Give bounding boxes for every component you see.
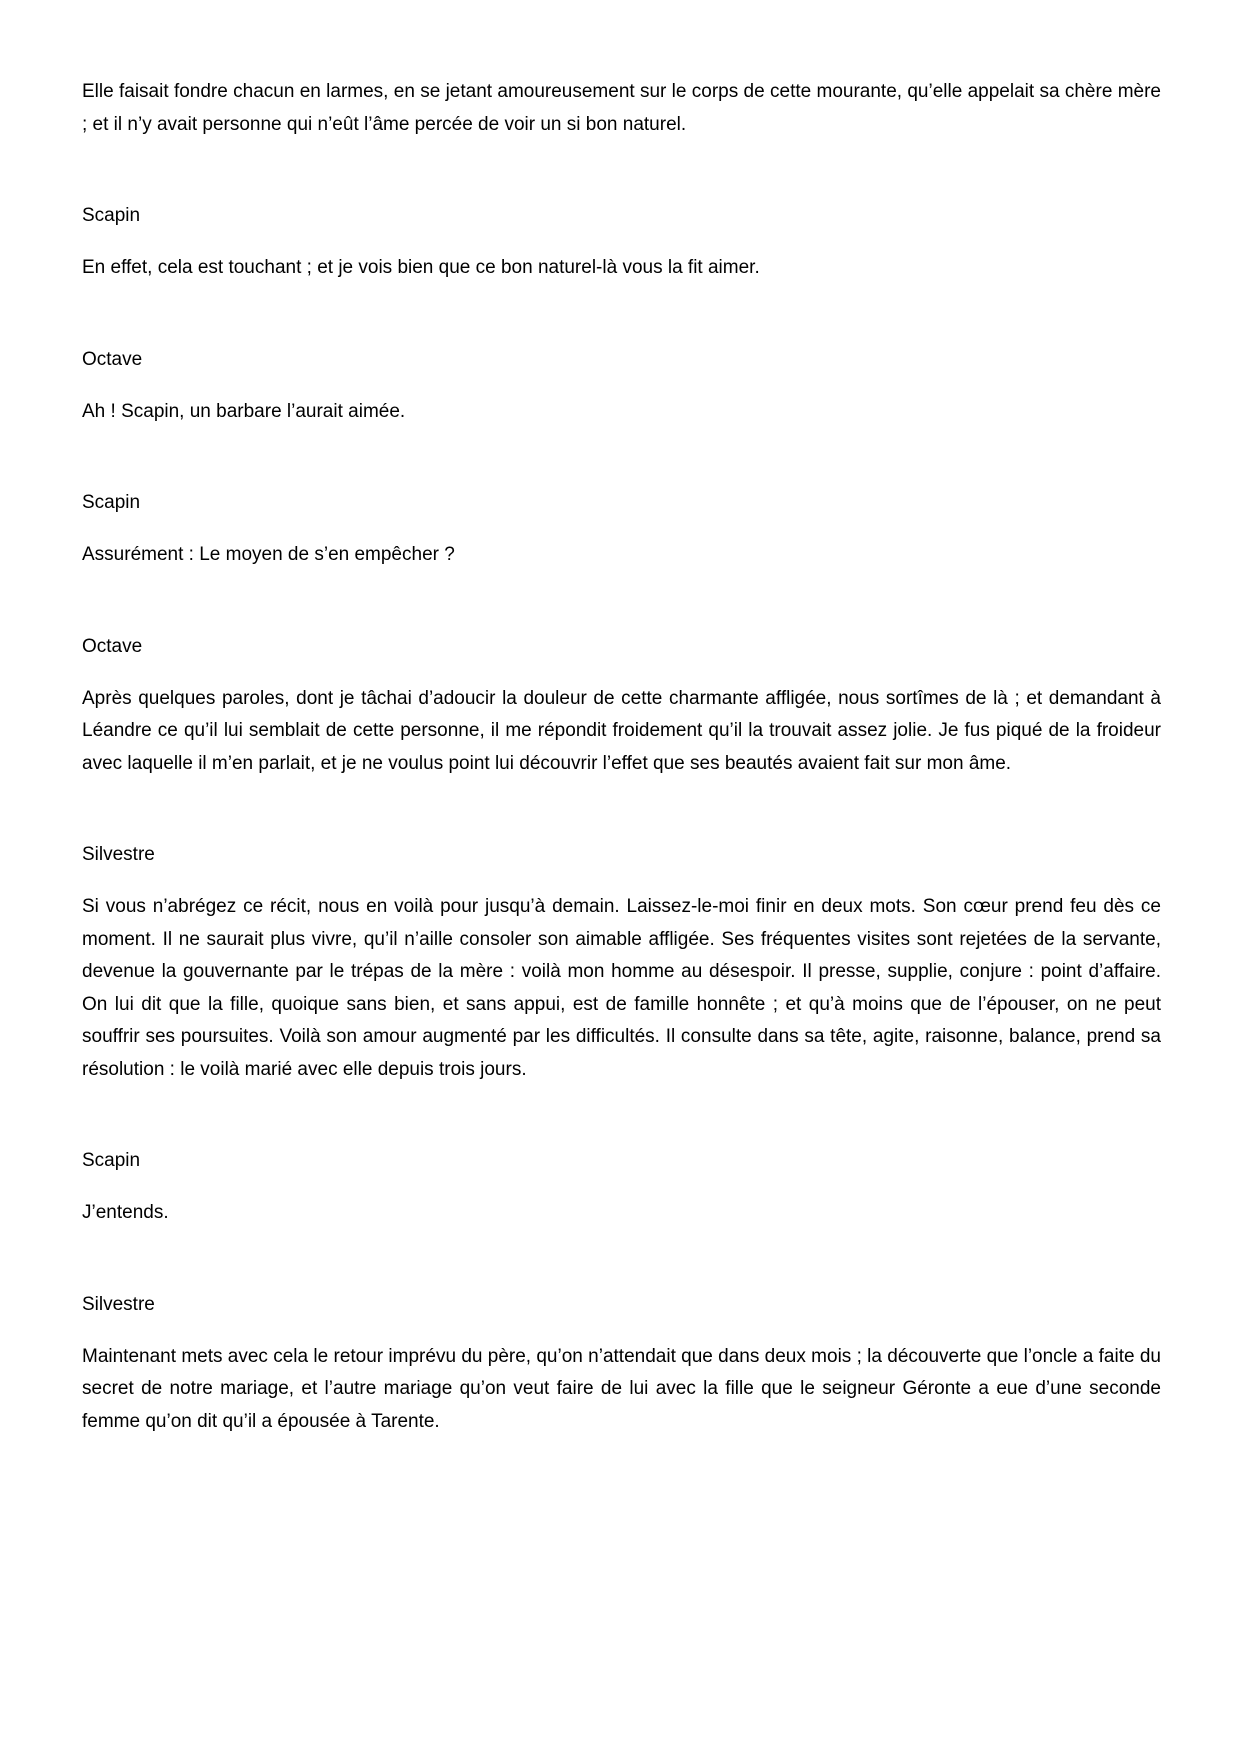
dialogue-exchange [82,1145,1161,1230]
dialogue-line: Si vous n’abrégez ce récit, nous en voilà pour jusqu’à demain. Laissez-le-moi finir en deux mots. Son cœur prend feu dès ce moment. Il ne saurait plus vivre, qu’il n’aille consoler son aimable affligée. Ses fréquentes visites sont rejetées de la servante, devenue la gouvernante par le trépas de la mère : voilà mon homme au désespoir. Il presse, supplie, conjure : point d’affaire. On lui dit que la fille, quoique sans bien, et sans appui, est de famille honnête ; et qu’à moins que de l’épouser, on ne peut souffrir ses poursuites. Voilà son amour augmenté par les difficultés. Il consulte dans sa tête, agite, raisonne, balance, prend sa résolution : le voilà marié avec elle depuis trois jours. [82,896,1161,1080]
opening-paragraph: Elle faisait fondre chacun en larmes, en se jetant amoureusement sur le corps de cette mourante, qu’elle appelait sa chère mère ; et il n’y avait personne qui n’eût l’âme percée de voir un si bon naturel. [82,81,1161,135]
dialogue-exchange [82,631,1161,781]
speaker-name: Octave [82,635,143,657]
dialogue-exchange [82,344,1161,429]
dialogue-line: Maintenant mets avec cela le retour imprévu du père, qu’on n’attendait que dans deux mois ; la découverte que l’oncle a faite du secret de notre mariage, et l’autre mariage qu’on veut faire de lui avec la fille que le seigneur Géronte a eue d’une seconde femme qu’on dit qu’il a épousée à Tarente. [82,1345,1161,1432]
speaker-name: Scapin [82,1150,141,1171]
dialogue-line: En effet, cela est touchant ; et je vois bien que ce bon naturel-là vous la fit aimer. [82,257,760,278]
speaker-name: Scapin [82,205,141,226]
dialogue-exchange [82,200,1161,285]
dialogue-exchange [82,839,1161,1086]
speaker-name: Silvestre [82,1293,155,1315]
dialogue-line: J’entends. [82,1202,169,1223]
dialogue-exchange [82,487,1161,572]
dialogue-exchange [82,1289,1161,1439]
document-body [82,76,1161,1517]
speaker-name: Octave [82,348,143,370]
dialogue-line: Assurément : Le moyen de s’en empêcher ? [82,544,455,565]
dialogue-line: Après quelques paroles, dont je tâchai d’adoucir la douleur de cette charmante affligée, nous sortîmes de là ; et demandant à Léandre ce qu’il lui semblait de cette personne, il me répondit froidement qu’il la trouvait assez jolie. Je fus piqué de la froideur avec laquelle il m’en parlait, et je ne voulus point lui découvrir l’effet que ses beautés avaient fait sur mon âme. [82,687,1161,774]
dialogue-exchange [82,1497,1161,1517]
dialogue-line: Ah ! Scapin, un barbare l’aurait aimée. [82,400,406,422]
speaker-name: Silvestre [82,844,155,865]
speaker-name: Scapin [82,492,141,513]
